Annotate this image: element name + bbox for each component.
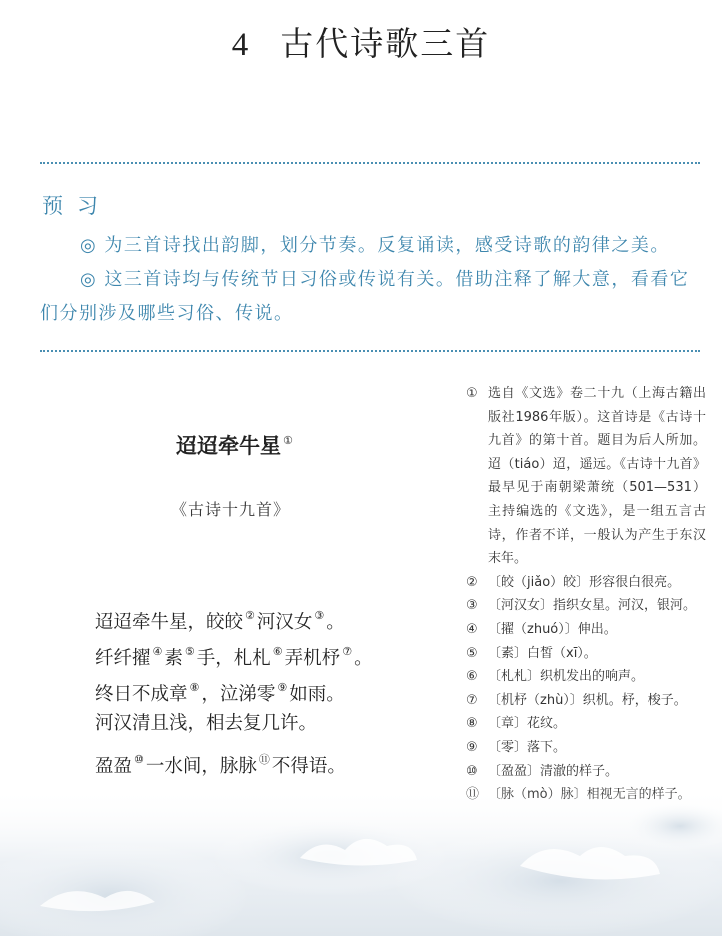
footnote-text: 〔札札〕织机发出的响声。 <box>488 669 645 685</box>
footnote-text: 〔零〕落下。 <box>488 739 567 755</box>
footnote-ref: ⑥ <box>272 645 283 658</box>
footnote <box>466 689 706 713</box>
poem-title <box>176 430 295 460</box>
lesson-title <box>0 18 722 65</box>
poem-text: 手，札札 <box>196 648 271 669</box>
footnote-number: ⑧ <box>466 716 478 732</box>
footnote-number: ⑤ <box>466 645 478 661</box>
poem-body <box>95 598 435 778</box>
poem-author: 《古诗十九首》 <box>171 500 291 519</box>
footnote <box>466 382 706 571</box>
preview-heading: 预习 <box>42 194 112 218</box>
footnote-number: ② <box>466 574 478 590</box>
footnote-text: 选自《文选》卷二十九（上海古籍出版社1986年版）。这首诗是《古诗十九首》的第十首。题目为后人所加。迢（tiáo）迢，遥远。《古诗十九首》最早见于南朝梁萧统（501—531）主持编选的《文选》，是一组五言古诗，作者不详，一般认为产生于东汉末年。 <box>488 386 706 567</box>
footnote <box>466 712 706 736</box>
poem-text: 盈盈 <box>95 756 133 777</box>
footnote <box>466 736 706 760</box>
poem-text: 如雨。 <box>289 684 345 705</box>
footnote-ref: ⑧ <box>189 681 200 694</box>
footnote-text: 〔章〕花纹。 <box>488 716 567 732</box>
footnote-ref: ⑦ <box>342 645 353 658</box>
footnote-number: ① <box>466 386 478 401</box>
poem-text: 。 <box>326 612 345 633</box>
footnote-ref: ⑪ <box>258 753 270 766</box>
footnote-ref: ⑤ <box>184 645 195 658</box>
footnote-ref: ⑩ <box>134 753 144 766</box>
footnotes <box>466 382 706 807</box>
footnote-ref: ⑨ <box>277 681 288 694</box>
lesson-number: 4 <box>231 27 251 63</box>
footnote-ref: ④ <box>152 645 163 658</box>
footnote <box>466 642 706 666</box>
preview-item-2: ◎ 这三首诗均与传统节日习俗或传说有关。借助注释了解大意，看看它们分别涉及哪些习俗、传说。 <box>40 269 690 324</box>
footnote <box>466 760 706 784</box>
footnote-number: ⑨ <box>466 739 478 755</box>
poem-text: 。 <box>354 648 373 669</box>
footnote-text: 〔盈盈〕清澈的样子。 <box>488 763 619 779</box>
poem-text: 河汉清且浅，相去复几许。 <box>95 713 318 734</box>
poem-text: 弄机杼 <box>284 648 341 669</box>
divider-bottom <box>40 350 700 352</box>
footnote <box>466 594 706 618</box>
footnote-text: 〔机杼（zhù）〕织机。杼，梭子。 <box>488 692 687 708</box>
footnote-number: ⑥ <box>466 669 478 685</box>
footnote-text: 〔擢（zhuó）〕伸出。 <box>488 621 617 637</box>
cloud-decoration <box>0 786 722 936</box>
poem-text: 不得语。 <box>271 756 346 777</box>
poem-text: ，泣涕零 <box>201 684 276 705</box>
footnote-number: ⑦ <box>466 692 478 708</box>
poem-line <box>95 634 435 670</box>
poem-title-footnote-ref: ① <box>283 434 293 447</box>
poem-line <box>95 742 435 778</box>
poem-text: 纤纤擢 <box>95 648 151 669</box>
poem-text: 一水间，脉脉 <box>145 756 257 777</box>
poem-line <box>95 706 435 742</box>
footnote-text: 〔皎（jiǎo）皎〕形容很白很亮。 <box>488 574 681 590</box>
poem-text: 素 <box>164 648 183 669</box>
lesson-title-text: 古代诗歌三首 <box>280 24 491 63</box>
footnote <box>466 618 706 642</box>
poem-text: 河汉女 <box>256 612 313 633</box>
footnote <box>466 665 706 689</box>
footnote-number: ③ <box>466 598 478 614</box>
preview-item-1: ◎ 为三首诗找出韵脚，划分节奏。反复诵读，感受诗歌的韵律之美。 <box>80 235 670 256</box>
poem-line <box>95 670 435 706</box>
footnote-number: ④ <box>466 621 478 637</box>
poem-text: 终日不成章 <box>95 684 188 705</box>
poem-text: 迢迢牵牛星，皎皎 <box>95 612 244 633</box>
divider-top <box>40 162 700 164</box>
footnote-number: ⑩ <box>466 763 478 779</box>
footnote-ref: ② <box>245 609 255 622</box>
footnote <box>466 571 706 595</box>
footnote-ref: ③ <box>314 609 325 622</box>
footnote-text: 〔素〕白皙（xī）。 <box>488 645 597 661</box>
poem-line <box>95 598 435 634</box>
footnote-text: 〔河汉女〕指织女星。河汉，银河。 <box>488 598 697 614</box>
poem-title-text: 迢迢牵牛星 <box>176 434 281 458</box>
